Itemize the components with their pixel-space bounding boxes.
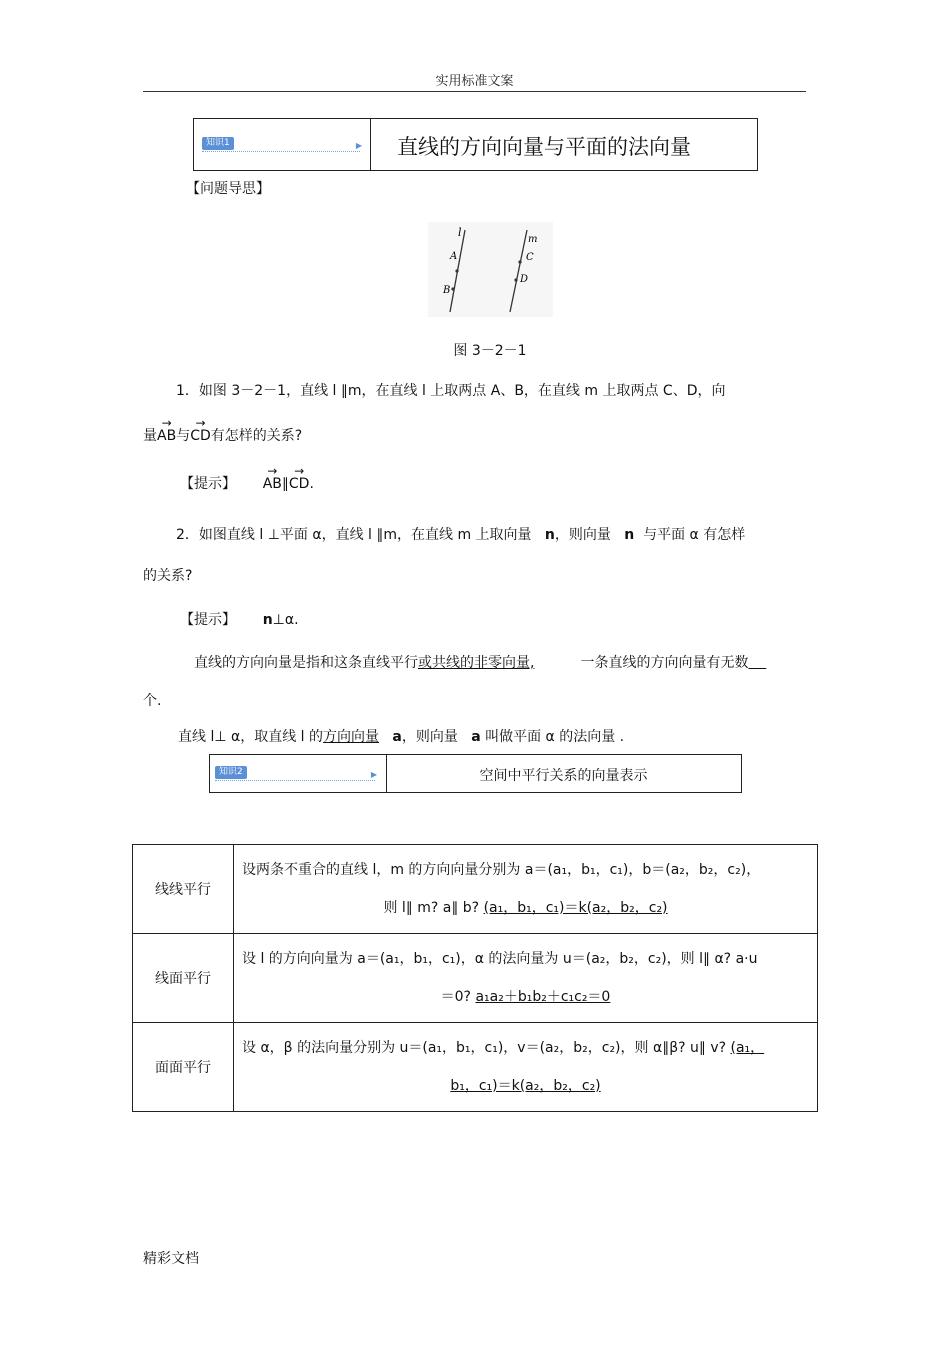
label-c: C xyxy=(526,252,534,263)
def2-text: ，则向量 xyxy=(401,729,458,745)
section1-box xyxy=(193,118,758,171)
label-l: l xyxy=(458,226,462,239)
row-description xyxy=(234,845,818,934)
hint1 xyxy=(180,473,314,493)
hint1-end: . xyxy=(309,476,314,492)
section1-tag-cell xyxy=(194,119,371,170)
vector-cd: → CD xyxy=(190,428,211,444)
section1-tag-label: 知识1 xyxy=(202,137,234,150)
def2-text: 直线 l⊥ α，取直线 l 的 xyxy=(178,729,324,745)
row-text-underlined: (a₁， xyxy=(730,1040,765,1056)
def2-line xyxy=(178,726,624,746)
q1-text: 与 xyxy=(176,428,191,444)
def2-underlined: 方向向量 xyxy=(323,729,380,745)
def1-blank xyxy=(748,655,766,671)
label-d: D xyxy=(520,274,529,285)
row-category: 面面平行 xyxy=(133,1023,234,1112)
table-row xyxy=(133,934,818,1023)
q1-line2 xyxy=(143,425,302,445)
hint1-rel: ∥ xyxy=(281,476,289,492)
section2-tag-label: 知识2 xyxy=(215,766,247,779)
row-text xyxy=(242,1067,809,1105)
vector-ab: → AB xyxy=(157,428,176,444)
hint1-vector-cd: → CD xyxy=(289,476,310,492)
table-row xyxy=(133,1023,818,1112)
def1-text: 直线的方向向量是指和这条直线平行 xyxy=(194,655,418,671)
label-m: m xyxy=(528,234,538,245)
label-b: B xyxy=(443,285,451,296)
label-a: A xyxy=(450,251,458,262)
row-text: 设 α，β 的法向量分别为 u＝(a₁，b₁，c₁)，v＝(a₂，b₂，c₂)，则 α∥β? u∥ v? xyxy=(242,1040,731,1056)
q2-text: 2．如图直线 l ⊥平面 α，直线 l ∥m，在直线 m 上取向量 xyxy=(176,527,532,543)
vector-a: a xyxy=(471,729,481,745)
vector-n: n xyxy=(624,527,635,543)
section2-tag xyxy=(215,766,375,781)
q1-text: 量 xyxy=(143,428,157,444)
row-text-underlined: a₁a₂＋b₁b₂＋c₁c₂＝0 xyxy=(475,989,611,1005)
point-b xyxy=(451,287,454,290)
hint1-vector-ab: → AB xyxy=(263,476,282,492)
row-text xyxy=(242,889,809,927)
row-text-pre: 则 l∥ m? a∥ b? xyxy=(383,900,484,916)
row-text-underlined: (a₁，b₁，c₁)＝k(a₂，b₂，c₂) xyxy=(483,900,668,916)
hint2-vector-n: n xyxy=(262,612,273,628)
q2-text: 与平面 α 有怎样 xyxy=(643,527,746,543)
q1-text: 有怎样的关系? xyxy=(210,428,303,444)
hint2-label: 【提示】 xyxy=(180,612,236,628)
row-text xyxy=(242,978,809,1016)
vector-n: n xyxy=(544,527,555,543)
tag-arrow-icon: ▶ xyxy=(355,141,362,150)
point-c xyxy=(518,260,521,263)
row-category: 线面平行 xyxy=(133,934,234,1023)
q1-line1: 1．如图 3－2－1，直线 l ∥m，在直线 l 上取两点 A、B，在直线 m 上取两点 C、D，向 xyxy=(176,383,726,399)
page-header: 实用标准文案 xyxy=(435,74,514,89)
hint2 xyxy=(180,609,299,629)
q2-text: ，则向量 xyxy=(554,527,611,543)
row-category: 线线平行 xyxy=(133,845,234,934)
header-rule xyxy=(143,91,806,92)
def2-text: 叫做平面 α 的法向量 . xyxy=(485,729,625,745)
figure-parallel-lines xyxy=(428,222,553,317)
row-description xyxy=(234,1023,818,1112)
section2-title: 空间中平行关系的向量表示 xyxy=(479,768,648,784)
point-d xyxy=(514,278,517,281)
tag-arrow-icon: ▶ xyxy=(370,770,377,779)
section2-tag-cell xyxy=(210,755,387,792)
vector-a: a xyxy=(392,729,402,745)
q2-line1 xyxy=(176,524,745,544)
section2-box xyxy=(209,754,742,793)
page-footer: 精彩文档 xyxy=(143,1251,199,1267)
def1-line2: 个. xyxy=(143,693,162,709)
def1-text: 一条直线的方向向量有无数 xyxy=(580,655,749,671)
hint1-label: 【提示】 xyxy=(180,476,236,492)
hint2-rest: ⊥α. xyxy=(272,612,299,628)
def1-line1 xyxy=(194,652,766,672)
q2-line2: 的关系? xyxy=(143,568,193,584)
section1-tag xyxy=(202,137,360,152)
row-text-pre: ＝0? xyxy=(440,989,476,1005)
row-description xyxy=(234,934,818,1023)
section1-title: 直线的方向向量与平面的法向量 xyxy=(397,135,691,159)
guide-label: 【问题导思】 xyxy=(186,181,270,197)
row-text-underlined: b₁，c₁)＝k(a₂，b₂，c₂) xyxy=(450,1078,601,1094)
parallel-relations-table xyxy=(132,844,818,1112)
table-row xyxy=(133,845,818,934)
row-text: 设两条不重合的直线 l，m 的方向向量分别为 a＝(a₁，b₁，c₁)，b＝(a₂，b₂，c₂)， xyxy=(242,862,761,878)
point-a xyxy=(455,269,458,272)
row-text: 设 l 的方向向量为 a＝(a₁，b₁，c₁)，α 的法向量为 u＝(a₂，b₂，c₂)，则 l∥ α? a·u xyxy=(242,951,758,967)
figure-caption: 图 3－2－1 xyxy=(453,343,527,359)
def1-underlined: 或共线的非零向量, xyxy=(418,655,535,671)
